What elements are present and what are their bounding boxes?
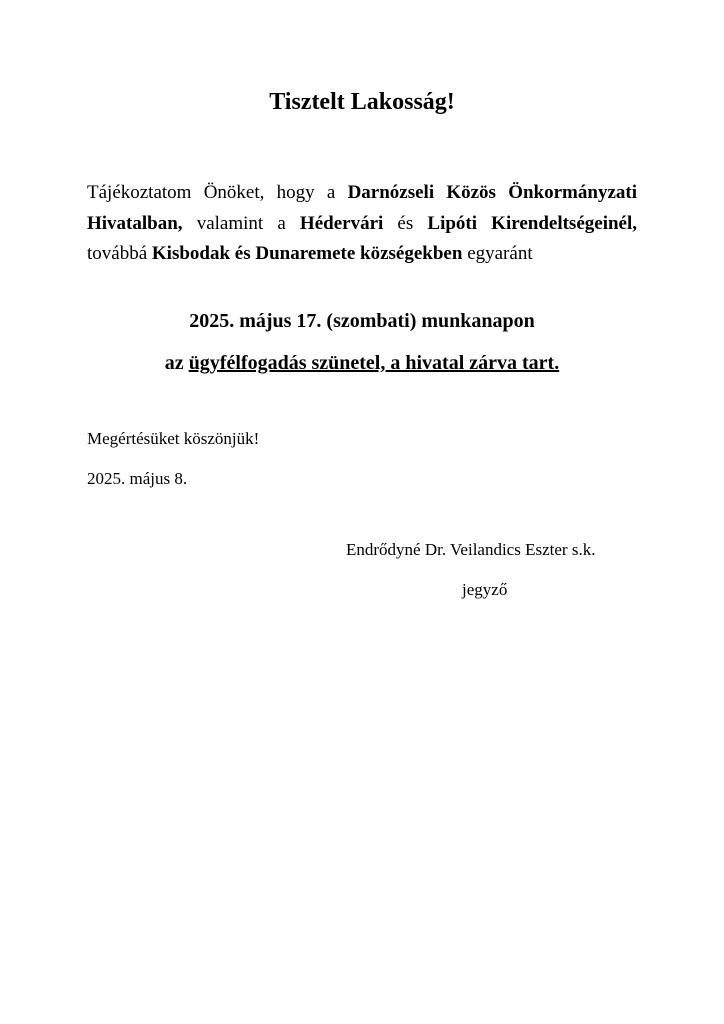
intro-paragraph — [87, 178, 637, 270]
intro-text-5: egyaránt — [462, 243, 533, 264]
issue-date: 2025. május 8. — [87, 469, 188, 488]
intro-text-1: Tájékoztatom Önöket, hogy a — [87, 182, 348, 203]
closure-underlined: ügyfélfogadás szünetel, a hivatal zárva tart. — [188, 352, 560, 374]
branch-offices-name: Lipóti Kirendeltségeinél, — [427, 212, 637, 234]
notice-title: Tisztelt Lakosság! — [269, 89, 455, 115]
intro-text-4: továbbá — [87, 243, 152, 264]
closure-date: 2025. május 17. (szombati) munkanapon — [189, 310, 535, 332]
intro-text-2: valamint a — [182, 212, 300, 234]
signer-name: Endrődyné Dr. Veilandics Eszter s.k. — [346, 540, 596, 559]
closure-statement — [0, 349, 724, 377]
villages-name: Kisbodak és Dunaremete községekben — [151, 243, 463, 264]
signer-role: jegyző — [462, 580, 508, 599]
office-name: Darnózseli Közös Önkormányzati Hivatalban, — [87, 182, 637, 234]
intro-text-3: és — [383, 212, 428, 234]
closure-prefix: az — [164, 352, 189, 374]
thanks-text: Megértésüket köszönjük! — [87, 429, 260, 448]
hedervar-name: Hédervári — [299, 212, 384, 234]
